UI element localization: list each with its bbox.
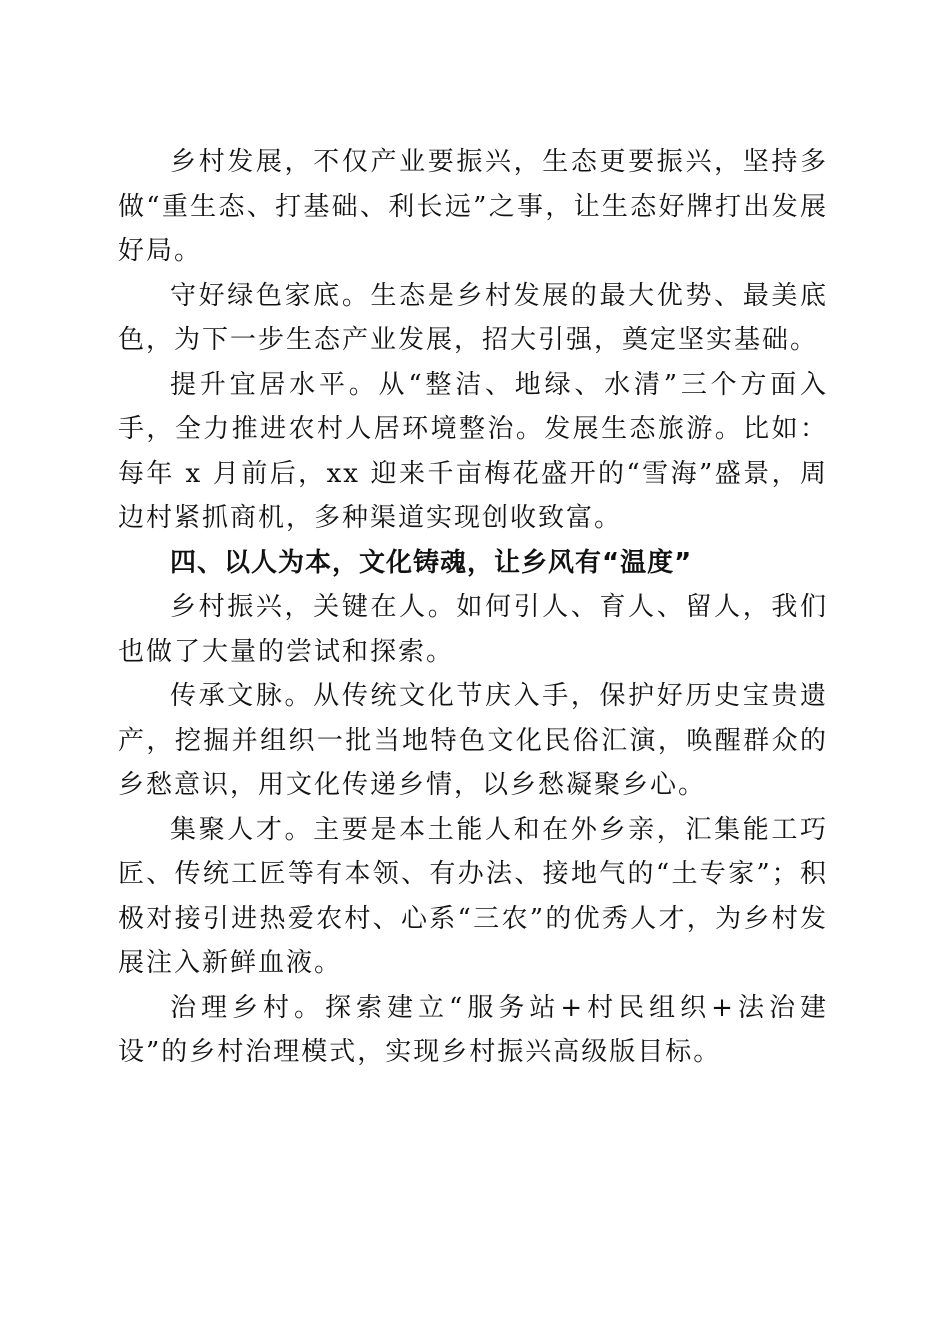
paragraph-talent-gathering: 集聚人才。主要是本土能人和在外乡亲，汇集能工巧匠、传统工匠等有本领、有办法、接地气的“土专家”；积极对接引进热爱农村、心系“三农”的优秀人才，为乡村发展注入新鲜血液。 [118, 814, 828, 978]
section-heading-four: 四、以人为本，文化铸魂，让乡风有“温度” [170, 547, 693, 578]
paragraph-ecology-intro: 乡村发展，不仅产业要振兴，生态更要振兴，坚持多做“重生态、打基础、利长远”之事，让生态好牌打出发展好局。 [118, 147, 828, 266]
paragraph-green-base: 守好绿色家底。生态是乡村发展的最大优势、最美底色，为下一步生态产业发展，招大引强，奠定坚实基础。 [118, 280, 828, 355]
paragraph-people-key: 乡村振兴，关键在人。如何引人、育人、留人，我们也做了大量的尝试和探索。 [118, 592, 828, 667]
document-body [118, 140, 828, 1075]
paragraph-culture-heritage: 传承文脉。从传统文化节庆入手，保护好历史宝贵遗产，挖掘并组织一批当地特色文化民俗汇演，唤醒群众的乡愁意识，用文化传递乡情，以乡愁凝聚乡心。 [118, 681, 828, 800]
paragraph-livability: 提升宜居水平。从“整洁、地绿、水清”三个方面入手，全力推进农村人居环境整治。发展生态旅游。比如：每年 x 月前后，xx 迎来千亩梅花盛开的“雪海”盛景，周边村紧抓商机，多种渠道实现创收致富。 [118, 369, 828, 533]
paragraph-village-governance: 治理乡村。探索建立“服务站+村民组织+法治建设”的乡村治理模式，实现乡村振兴高级版目标。 [118, 992, 828, 1067]
